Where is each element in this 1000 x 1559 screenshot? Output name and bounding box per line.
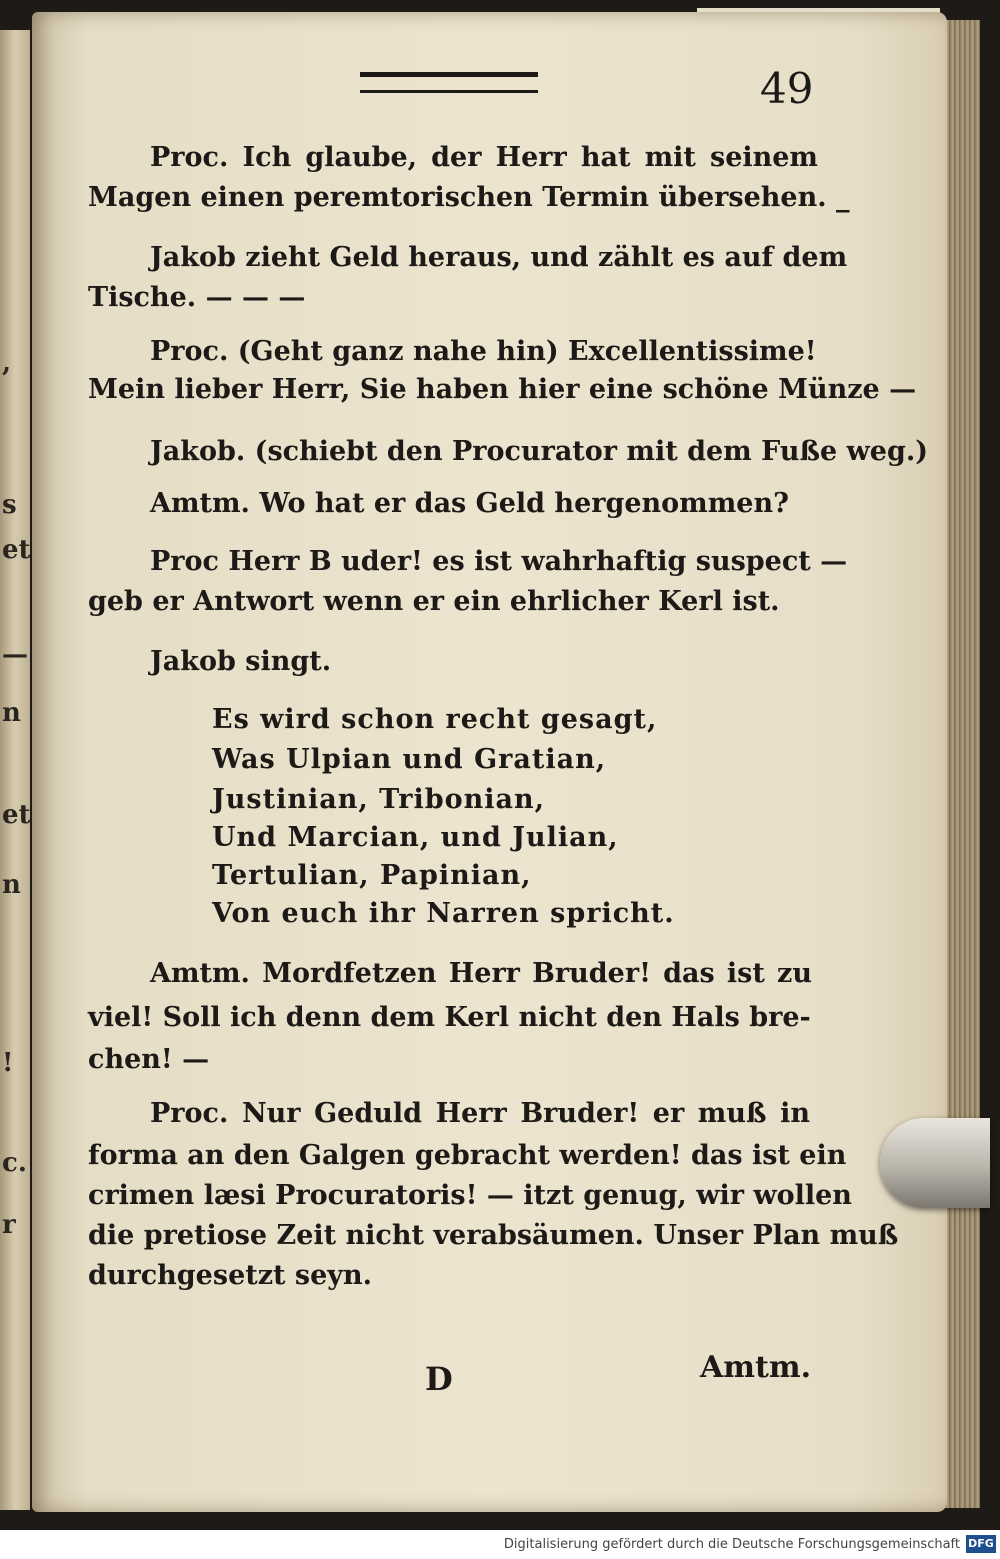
left-page-fragment: c. <box>2 1148 27 1178</box>
text-line: Proc Herr B uder! es ist wahrhaftig suspect — <box>150 546 848 577</box>
left-page-fragment: et <box>2 800 31 830</box>
verse-line: Von euch ihr Narren spricht. <box>212 898 675 929</box>
text-line: Proc. Nur Geduld Herr Bruder! er muß in <box>150 1098 810 1129</box>
left-page-fragment: s <box>2 490 17 520</box>
header-rule <box>360 90 538 93</box>
dfg-logo: DFG <box>966 1535 996 1553</box>
page-number: 49 <box>760 64 814 113</box>
text-line: Amtm. Wo hat er das Geld hergenommen? <box>150 488 789 519</box>
verse-line: Und Marcian, und Julian, <box>212 822 619 853</box>
page-clip <box>880 1118 990 1208</box>
catchword: Amtm. <box>700 1350 812 1385</box>
left-page-fragment: — <box>2 640 28 670</box>
text-line: Jakob zieht Geld heraus, und zählt es auf dem <box>150 242 848 273</box>
footer-credit: Digitalisierung gefördert durch die Deutsche Forschungsgemeinschaft <box>503 1537 960 1552</box>
signature-mark: D <box>425 1360 453 1398</box>
verse-line: Justinian, Tribonian, <box>212 784 546 815</box>
text-line: chen! — <box>88 1044 210 1075</box>
text-line: Jakob singt. <box>150 646 332 677</box>
left-page-fragment: n <box>2 698 21 728</box>
text-line: Tische. — — — <box>88 282 306 313</box>
text-line: forma an den Galgen gebracht werden! das ist ein <box>88 1140 847 1171</box>
left-page-fragment: r <box>2 1210 16 1240</box>
text-line: Proc. (Geht ganz nahe hin) Excellentissime! <box>150 336 817 367</box>
text-line: viel! Soll ich denn dem Kerl nicht den Hals bre- <box>88 1002 811 1033</box>
text-line: durchgesetzt seyn. <box>88 1260 373 1291</box>
text-line: Magen einen peremtorischen Termin übersehen. _ <box>88 182 850 213</box>
verse-line: Es wird schon recht gesagt, <box>212 704 658 735</box>
text-line: crimen læsi Procuratoris! — itzt genug, wir wollen <box>88 1180 852 1211</box>
text-line: Mein lieber Herr, Sie haben hier eine schöne Münze — <box>88 374 917 405</box>
text-line: Jakob. (schiebt den Procurator mit dem Fuße weg.) <box>150 436 929 467</box>
verse-line: Tertulian, Papinian, <box>212 860 532 891</box>
text-line: Amtm. Mordfetzen Herr Bruder! das ist zu <box>150 958 812 989</box>
left-page-fragment: et <box>2 535 31 565</box>
verse-line: Was Ulpian und Gratian, <box>212 744 607 775</box>
left-page-edge <box>0 30 30 1510</box>
left-page-fragment: ! <box>2 1048 14 1078</box>
left-page-fragment: , <box>2 348 12 378</box>
header-rule <box>360 72 538 77</box>
left-page-fragment: n <box>2 870 21 900</box>
text-line: geb er Antwort wenn er ein ehrlicher Kerl ist. <box>88 586 780 617</box>
text-line: Proc. Ich glaube, der Herr hat mit seinem <box>150 142 818 173</box>
text-line: die pretiose Zeit nicht verabsäumen. Unser Plan muß <box>88 1220 899 1251</box>
